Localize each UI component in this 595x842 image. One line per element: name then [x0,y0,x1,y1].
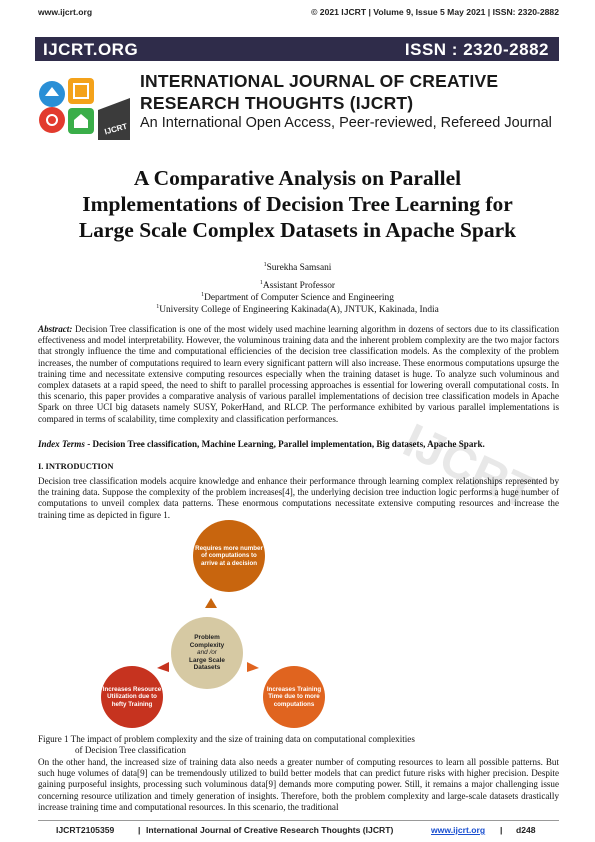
index-text: - Decision Tree classification, Machine Learning, Parallel implementation, Big datasets, Apache Spark. [84,439,485,449]
footer-page: d248 [516,825,536,835]
figure-caption-2: of Decision Tree classification [75,745,186,755]
issue-info: © 2021 IJCRT | Volume 9, Issue 5 May 2021 | ISSN: 2320-2882 [311,7,559,17]
abstract-label: Abstract: [38,324,73,334]
title-line-2: Implementations of Decision Tree Learning for [82,192,513,216]
author-name: $^1$Surekha Samsani [263,262,332,274]
journal-name-line1: INTERNATIONAL JOURNAL OF CREATIVE [140,71,499,91]
journal-banner [35,37,559,61]
arrow-right-icon [245,660,263,674]
arrow-left-icon [153,660,171,674]
title-line-1: A Comparative Analysis on Parallel [133,166,462,190]
watermark: IJCRT [395,414,544,521]
author-dept: $^1$Department of Computer Science and Engineering [201,292,394,304]
abstract [38,324,559,425]
node-top: Requires more number of computations to arrive at a decision [193,520,265,592]
section-heading: I. INTRODUCTION [38,461,114,471]
intro-paragraph: Decision tree classification models acquire knowledge and enhance their performance through learning complex relationships represented by the training data. Suppose the complexity of the problem increases[4], the underlying decision tree induction logic performs a huge number of computations to unveil complex data patterns. These enormous computations necessitate extensive computing resources and increase the training time as depicted in figure 1. [38,476,559,520]
title-line-3: Large Scale Complex Datasets in Apache Spark [78,218,517,242]
journal-name-line2: RESEARCH THOUGHTS (IJCRT) [140,93,414,113]
footer-code: IJCRT2105359 [56,825,115,835]
logo-text: IJCRT [103,121,129,137]
figure-1 [95,520,475,730]
author-role: $^1$Assistant Professor [259,280,336,292]
index-terms [38,439,559,450]
abstract-text: Decision Tree classification is one of the most widely used machine learning algorithm in dozens of sectors due to its classification effectiveness and model interpretability. However, the voluminous training data and the inherent problem complexity are the two major factors that strongly influence the time and computational efficiencies of the decision tree classification models. As the complexity of the problem increases, the number of computations required to learn every significant pattern will also increase. These enormous computations upsurge the training time and necessitate extensive computing resources especially when the training dataset is huge. To analyze such voluminous and complex datasets at a rapid speed, the need to shift to parallel processing approaches is essential for lowering overall computational costs. In this scenario, this paper provides a comparative analysis of various parallel implementations of decision tree classification models in Apache Spark on three UCI big datasets namely SUSY, PokerHand, and RLCP. The performance exhibited by various parallel implementations is compared in terms of scalability, time complexity and classification performances. [38,324,559,424]
journal-logo-icon [38,72,134,142]
node-right: Increases Training Time due to more computations [263,666,325,728]
footer-rule [38,820,559,821]
footer-url[interactable]: www.ijcrt.org [431,825,486,835]
footer-journal: International Journal of Creative Research Thoughts (IJCRT) [146,825,394,835]
author-univ: $^1$University College of Engineering Kakinada(A), JNTUK, Kakinada, India [156,304,439,316]
arrow-up-icon [203,594,219,610]
banner-right: ISSN : 2320-2882 [404,40,549,59]
journal-subtitle: An International Open Access, Peer-reviewed, Refereed Journal [140,115,552,131]
banner-left: IJCRT.ORG [43,40,139,59]
node-left: Increases Resource Utilization due to hefty Training [101,666,163,728]
body-paragraph: On the other hand, the increased size of training data also needs a greater number of computing resources to learn all possible patterns. But such huge volumes of data[9] can be tremendously utilized to build better models that can predict future risks with higher precision. Despite gaining purposeful insights, processing such voluminous data[9] demands more computing power. Still, it remains a major challenging issue concerning resource utilization and timely generation of insights. Therefore, both the problem complexity and large-scale datasets drastically increase training time and computational resources. In this scenario, the traditional [38,757,559,812]
node-center: Problem Complexity and /or Large Scale Datasets [171,617,243,689]
paper-title [40,165,555,243]
index-label: Index Terms [38,439,85,449]
site-url: www.ijcrt.org [38,7,93,17]
figure-caption-1: Figure 1 The impact of problem complexity and the size of training data on computational complexities [38,734,415,744]
